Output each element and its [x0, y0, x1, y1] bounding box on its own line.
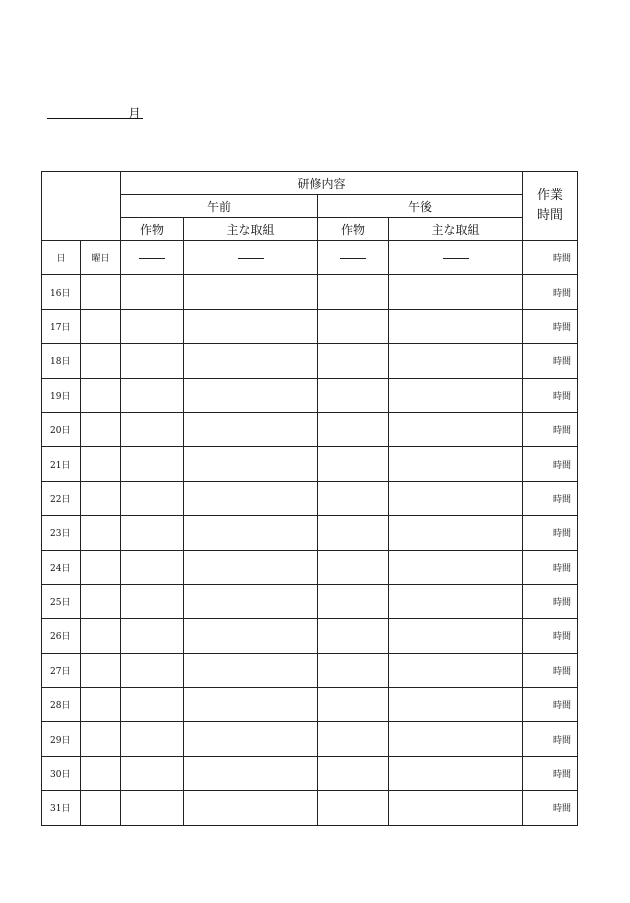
weekday-cell[interactable] [81, 791, 121, 825]
morning-header: 午前 [121, 195, 318, 218]
morning-crop-cell[interactable] [121, 447, 184, 481]
weekday-cell[interactable] [81, 447, 121, 481]
weekday-cell[interactable] [81, 722, 121, 756]
day-label: 19日 [42, 378, 81, 412]
morning-crop-cell[interactable] [121, 275, 184, 309]
morning-crop-cell[interactable] [121, 550, 184, 584]
morning-crop-cell[interactable] [121, 791, 184, 825]
blank-corner [42, 172, 121, 241]
morning-crop-header: 作物 [121, 218, 184, 241]
hours-cell[interactable]: 時間 [523, 344, 578, 378]
afternoon-main-work-cell[interactable] [389, 447, 523, 481]
hours-cell[interactable]: 時間 [523, 275, 578, 309]
morning-crop-cell[interactable] [121, 619, 184, 653]
morning-main-work-cell[interactable] [184, 309, 318, 343]
afternoon-main-work-cell[interactable] [389, 653, 523, 687]
hours-unit: 時間 [523, 241, 578, 275]
morning-crop-cell[interactable] [121, 756, 184, 790]
table-row [42, 481, 578, 515]
day-label: 20日 [42, 412, 81, 446]
day-label: 24日 [42, 550, 81, 584]
morning-crop-cell[interactable] [121, 584, 184, 618]
table-row [42, 275, 578, 309]
morning-crop-cell[interactable] [121, 378, 184, 412]
morning-main-work-cell[interactable] [184, 275, 318, 309]
afternoon-crop-cell[interactable] [318, 619, 389, 653]
dash-mark [184, 241, 318, 275]
hours-cell[interactable]: 時間 [523, 550, 578, 584]
day-label: 28日 [42, 688, 81, 722]
afternoon-crop-cell[interactable] [318, 688, 389, 722]
morning-crop-cell[interactable] [121, 653, 184, 687]
hours-cell[interactable]: 時間 [523, 447, 578, 481]
table-row [42, 584, 578, 618]
hours-cell[interactable]: 時間 [523, 688, 578, 722]
table-row [42, 688, 578, 722]
hours-cell[interactable]: 時間 [523, 584, 578, 618]
afternoon-main-work-cell[interactable] [389, 584, 523, 618]
dash-mark [121, 241, 184, 275]
afternoon-crop-cell[interactable] [318, 756, 389, 790]
morning-main-work-cell[interactable] [184, 550, 318, 584]
afternoon-main-work-cell[interactable] [389, 756, 523, 790]
table-row [42, 309, 578, 343]
day-label: 18日 [42, 344, 81, 378]
morning-main-work-cell[interactable] [184, 584, 318, 618]
weekday-cell[interactable] [81, 688, 121, 722]
day-col-header: 日 [42, 241, 81, 275]
morning-main-work-cell[interactable] [184, 516, 318, 550]
morning-main-work-cell[interactable] [184, 791, 318, 825]
weekday-cell[interactable] [81, 619, 121, 653]
afternoon-main-work-cell[interactable] [389, 412, 523, 446]
table-row [42, 550, 578, 584]
table-row [42, 791, 578, 825]
afternoon-crop-cell[interactable] [318, 584, 389, 618]
afternoon-main-work-cell[interactable] [389, 309, 523, 343]
month-field[interactable] [47, 105, 143, 122]
weekday-cell[interactable] [81, 344, 121, 378]
afternoon-main-work-cell[interactable] [389, 550, 523, 584]
day-label: 25日 [42, 584, 81, 618]
afternoon-crop-cell[interactable] [318, 378, 389, 412]
morning-main-work-cell[interactable] [184, 412, 318, 446]
morning-main-work-cell[interactable] [184, 378, 318, 412]
hours-cell[interactable]: 時間 [523, 722, 578, 756]
morning-main-work-header: 主な取組 [184, 218, 318, 241]
weekday-col-header: 曜日 [81, 241, 121, 275]
afternoon-crop-cell[interactable] [318, 722, 389, 756]
table-row [42, 344, 578, 378]
morning-crop-cell[interactable] [121, 722, 184, 756]
morning-main-work-cell[interactable] [184, 447, 318, 481]
afternoon-crop-cell[interactable] [318, 447, 389, 481]
morning-main-work-cell[interactable] [184, 619, 318, 653]
afternoon-crop-cell[interactable] [318, 412, 389, 446]
afternoon-crop-cell[interactable] [318, 653, 389, 687]
table-row [42, 619, 578, 653]
training-content-header: 研修内容 [121, 172, 523, 195]
weekday-cell[interactable] [81, 309, 121, 343]
afternoon-main-work-cell[interactable] [389, 791, 523, 825]
hours-cell[interactable]: 時間 [523, 619, 578, 653]
morning-crop-cell[interactable] [121, 688, 184, 722]
weekday-cell[interactable] [81, 378, 121, 412]
day-label: 17日 [42, 309, 81, 343]
weekday-cell[interactable] [81, 584, 121, 618]
table-row [42, 653, 578, 687]
afternoon-crop-cell[interactable] [318, 344, 389, 378]
afternoon-main-work-cell[interactable] [389, 378, 523, 412]
day-label: 22日 [42, 481, 81, 515]
morning-crop-cell[interactable] [121, 309, 184, 343]
afternoon-main-work-cell[interactable] [389, 481, 523, 515]
weekday-cell[interactable] [81, 550, 121, 584]
afternoon-main-work-cell[interactable] [389, 344, 523, 378]
table-row [42, 378, 578, 412]
morning-main-work-cell[interactable] [184, 722, 318, 756]
day-label: 31日 [42, 791, 81, 825]
morning-main-work-cell[interactable] [184, 653, 318, 687]
afternoon-crop-header: 作物 [318, 218, 389, 241]
day-rows [42, 275, 578, 825]
afternoon-main-work-header: 主な取組 [389, 218, 523, 241]
day-label: 30日 [42, 756, 81, 790]
hours-cell[interactable]: 時間 [523, 378, 578, 412]
afternoon-main-work-cell[interactable] [389, 722, 523, 756]
afternoon-main-work-cell[interactable] [389, 516, 523, 550]
morning-main-work-cell[interactable] [184, 344, 318, 378]
afternoon-crop-cell[interactable] [318, 550, 389, 584]
weekday-cell[interactable] [81, 275, 121, 309]
weekday-cell[interactable] [81, 756, 121, 790]
month-label: 月 [127, 107, 141, 122]
weekday-cell[interactable] [81, 481, 121, 515]
afternoon-main-work-cell[interactable] [389, 688, 523, 722]
morning-crop-cell[interactable] [121, 344, 184, 378]
weekday-cell[interactable] [81, 653, 121, 687]
hours-cell[interactable]: 時間 [523, 756, 578, 790]
hours-cell[interactable]: 時間 [523, 309, 578, 343]
table-row [42, 412, 578, 446]
dash-mark [389, 241, 523, 275]
table-row [42, 516, 578, 550]
hours-cell[interactable]: 時間 [523, 653, 578, 687]
hours-cell[interactable]: 時間 [523, 481, 578, 515]
hours-cell[interactable]: 時間 [523, 516, 578, 550]
hours-cell[interactable]: 時間 [523, 412, 578, 446]
morning-crop-cell[interactable] [121, 412, 184, 446]
morning-main-work-cell[interactable] [184, 756, 318, 790]
morning-crop-cell[interactable] [121, 516, 184, 550]
afternoon-main-work-cell[interactable] [389, 275, 523, 309]
day-label: 21日 [42, 447, 81, 481]
afternoon-header: 午後 [318, 195, 523, 218]
afternoon-crop-cell[interactable] [318, 516, 389, 550]
hours-cell[interactable]: 時間 [523, 791, 578, 825]
morning-crop-cell[interactable] [121, 481, 184, 515]
dash-mark [318, 241, 389, 275]
day-label: 27日 [42, 653, 81, 687]
weekday-cell[interactable] [81, 516, 121, 550]
day-label: 23日 [42, 516, 81, 550]
day-label: 16日 [42, 275, 81, 309]
afternoon-crop-cell[interactable] [318, 275, 389, 309]
work-hours-header: 作業 時間 [523, 172, 578, 241]
day-label: 26日 [42, 619, 81, 653]
weekday-cell[interactable] [81, 412, 121, 446]
afternoon-crop-cell[interactable] [318, 481, 389, 515]
example-row [42, 241, 578, 275]
training-log-table [41, 171, 578, 826]
afternoon-crop-cell[interactable] [318, 791, 389, 825]
table-row [42, 722, 578, 756]
morning-main-work-cell[interactable] [184, 481, 318, 515]
afternoon-crop-cell[interactable] [318, 309, 389, 343]
table-row [42, 756, 578, 790]
table-row [42, 447, 578, 481]
day-label: 29日 [42, 722, 81, 756]
morning-main-work-cell[interactable] [184, 688, 318, 722]
afternoon-main-work-cell[interactable] [389, 619, 523, 653]
